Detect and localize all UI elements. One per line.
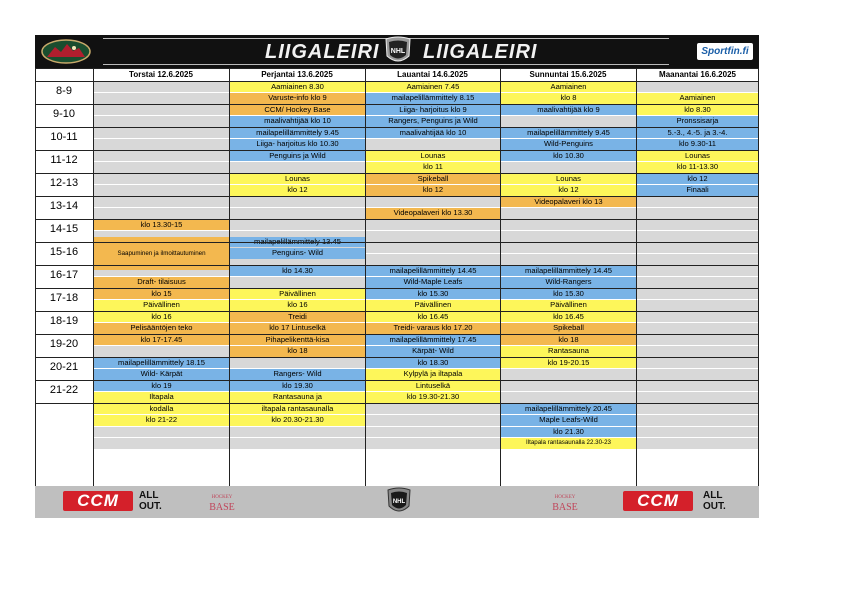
hockey-base-bottom: BASE: [209, 502, 235, 513]
schedule-event: Kylpylä ja iltapala: [366, 369, 500, 380]
schedule-event: Wild-Maple Leafs: [366, 277, 500, 288]
hour-line: [35, 265, 759, 266]
empty-slot: [94, 346, 229, 357]
empty-slot: [230, 208, 365, 219]
empty-slot: [501, 162, 636, 173]
schedule-event: klo 14.30: [230, 266, 365, 277]
schedule-event: klo 15: [94, 289, 229, 300]
schedule-event: klo 11: [366, 162, 500, 173]
schedule-event: Penguins- Wild: [230, 248, 365, 259]
empty-slot: [230, 358, 365, 369]
schedule-event: klo 20.30-21.30: [230, 415, 365, 426]
empty-slot: [501, 208, 636, 219]
empty-slot: [94, 427, 229, 438]
schedule-event: Kärpät- Wild: [366, 346, 500, 357]
grid-line: [35, 68, 36, 486]
wild-logo: [41, 39, 91, 64]
empty-slot: [501, 392, 636, 403]
empty-slot: [637, 346, 758, 357]
schedule-event: Treidi- varaus klo 17.20: [366, 323, 500, 334]
empty-slot: [637, 404, 758, 415]
hour-line: [35, 196, 759, 197]
schedule-event: Lounas: [637, 151, 758, 162]
time-slot-label: 20-21: [49, 361, 79, 373]
day-header: Perjantai 13.6.2025: [261, 70, 333, 79]
empty-slot: [94, 93, 229, 104]
empty-slot: [637, 254, 758, 265]
time-slot-label: 21-22: [49, 384, 79, 396]
slogan: [703, 490, 726, 512]
schedule-event: klo 12: [366, 185, 500, 196]
schedule-event: klo 15.30: [501, 289, 636, 300]
schedule-event: klo 19-20.15: [501, 358, 636, 369]
empty-slot: [501, 116, 636, 127]
empty-slot: [230, 427, 365, 438]
time-slot-label: 12-13: [49, 177, 79, 189]
schedule-event: Spikeball: [366, 174, 500, 185]
hour-line: [35, 127, 759, 128]
grid-line: [758, 68, 759, 486]
empty-slot: [637, 335, 758, 346]
empty-slot: [501, 369, 636, 380]
schedule-event: Saapuminen ja ilmoittautuminen: [94, 237, 229, 271]
empty-slot: [637, 358, 758, 369]
schedule-event: Rantasauna: [501, 346, 636, 357]
schedule-event: CCM/ Hockey Base: [230, 105, 365, 116]
time-slot-label: 18-19: [49, 315, 79, 327]
time-slot-label: 8-9: [56, 85, 72, 97]
time-slot-label: 19-20: [49, 338, 79, 350]
empty-slot: [94, 105, 229, 116]
schedule-event: klo 19: [94, 381, 229, 392]
nhl-shield-icon: [386, 487, 412, 517]
schedule-event: Rangers- Wild: [230, 369, 365, 380]
schedule-event: klo 13.30-15: [94, 220, 229, 231]
nhl-shield-icon: [384, 36, 412, 67]
schedule-event: Treidi: [230, 312, 365, 323]
schedule-event: klo 8: [501, 93, 636, 104]
slogan-line: OUT.: [703, 501, 726, 512]
empty-slot: [501, 381, 636, 392]
time-slot-label: 16-17: [49, 269, 79, 281]
hockey-base-logo: [207, 490, 237, 514]
schedule-event: klo 21.30: [501, 427, 636, 438]
grid-line: [93, 68, 94, 486]
empty-slot: [366, 139, 500, 150]
hockey-base-bottom: BASE: [552, 502, 578, 513]
schedule-event: Pelisääntöjen teko: [94, 323, 229, 334]
slogan: [139, 490, 162, 512]
hour-line: [35, 173, 759, 174]
hour-line: [35, 357, 759, 358]
hour-line: [35, 380, 759, 381]
header-banner: [35, 35, 759, 68]
empty-slot: [637, 312, 758, 323]
grid-line: [636, 68, 637, 486]
schedule-event: klo 19.30-21.30: [366, 392, 500, 403]
time-slot-label: 15-16: [49, 246, 79, 258]
empty-slot: [94, 185, 229, 196]
schedule-event: Varuste-info klo 9: [230, 93, 365, 104]
schedule-event: Rantasauna ja: [230, 392, 365, 403]
empty-slot: [637, 427, 758, 438]
schedule-event: mailapelillämmittely 14.45: [366, 266, 500, 277]
empty-slot: [637, 300, 758, 311]
schedule-sheet: [35, 35, 759, 518]
schedule-event: Pihapelikenttä-kisa: [230, 335, 365, 346]
empty-slot: [366, 415, 500, 426]
schedule-event: klo 18: [230, 346, 365, 357]
schedule-event: iltapala rantasaunalla: [230, 404, 365, 415]
schedule-event: klo 16.45: [366, 312, 500, 323]
schedule-event: klo 12: [501, 185, 636, 196]
schedule-event: Päivällinen: [501, 300, 636, 311]
schedule-event: Pronssisarja: [637, 116, 758, 127]
schedule-event: Maple Leafs-Wild: [501, 415, 636, 426]
empty-slot: [366, 197, 500, 208]
time-slot-label: 10-11: [50, 131, 78, 143]
hour-line: [35, 242, 759, 243]
hockey-base-top: HOCKEY: [554, 495, 576, 500]
hockey-base-top: HOCKEY: [211, 495, 233, 500]
schedule-event: Iltapala rantasaunalla 22.30-23: [501, 438, 636, 449]
day-header: Maanantai 16.6.2025: [659, 70, 736, 79]
empty-slot: [501, 254, 636, 265]
schedule-event: Aamiainen 7.45: [366, 82, 500, 93]
schedule-event: Wild-Penguins: [501, 139, 636, 150]
schedule-event: kodalla: [94, 404, 229, 415]
schedule-event: klo 12: [230, 185, 365, 196]
schedule-event: 5.-3., 4.-5. ja 3.-4.: [637, 128, 758, 139]
ccm-logo: CCM: [63, 491, 133, 511]
time-slot-label: 14-15: [49, 223, 79, 235]
empty-slot: [637, 415, 758, 426]
empty-slot: [637, 243, 758, 254]
schedule-event: klo 17-17.45: [94, 335, 229, 346]
schedule-event: mailapelillämmittely 14.45: [501, 266, 636, 277]
schedule-event: Wild-Rangers: [501, 277, 636, 288]
empty-slot: [637, 266, 758, 277]
hour-line: [35, 150, 759, 151]
time-slot-label: 9-10: [52, 108, 76, 120]
time-slot-label: 13-14: [49, 200, 79, 212]
empty-slot: [94, 208, 229, 219]
day-header: Sunnuntai 15.6.2025: [529, 70, 607, 79]
empty-slot: [366, 254, 500, 265]
schedule-event: Lounas: [366, 151, 500, 162]
empty-slot: [366, 220, 500, 231]
schedule-event: Penguins ja Wild: [230, 151, 365, 162]
empty-slot: [637, 323, 758, 334]
schedule-event: klo 16.45: [501, 312, 636, 323]
empty-slot: [94, 174, 229, 185]
hour-line: [35, 104, 759, 105]
schedule-event: klo 11-13.30: [637, 162, 758, 173]
hour-line: [35, 288, 759, 289]
empty-slot: [94, 116, 229, 127]
empty-slot: [366, 427, 500, 438]
day-header: Torstai 12.6.2025: [129, 70, 193, 79]
empty-slot: [501, 220, 636, 231]
schedule-event: Iltapala: [94, 392, 229, 403]
schedule-event: Aamiainen 8.30: [230, 82, 365, 93]
time-slot-label: 11-12: [50, 154, 78, 166]
slogan-line: ALL: [703, 490, 723, 501]
sponsor-logo: Sportfin.fi: [697, 43, 753, 60]
schedule-event: Finaali: [637, 185, 758, 196]
schedule-event: Draft- tilaisuus: [94, 277, 229, 288]
grid-line: [365, 68, 366, 486]
empty-slot: [94, 162, 229, 173]
empty-slot: [637, 208, 758, 219]
time-slot-label: 17-18: [49, 292, 79, 304]
empty-slot: [94, 151, 229, 162]
empty-slot: [637, 231, 758, 242]
schedule-grid: [35, 81, 759, 486]
schedule-event: maalivahtijää klo 10: [230, 116, 365, 127]
schedule-event: Lounas: [501, 174, 636, 185]
empty-slot: [637, 82, 758, 93]
schedule-event: klo 12: [637, 174, 758, 185]
empty-slot: [366, 231, 500, 242]
empty-slot: [94, 139, 229, 150]
schedule-event: mailapelillämmittely 17.45: [366, 335, 500, 346]
empty-slot: [637, 220, 758, 231]
schedule-event: mailapelillämmittely 8.15: [366, 93, 500, 104]
empty-slot: [501, 243, 636, 254]
day-header: Lauantai 14.6.2025: [397, 70, 468, 79]
schedule-event: klo 18.30: [366, 358, 500, 369]
schedule-event: Videopalaveri klo 13: [501, 197, 636, 208]
empty-slot: [94, 438, 229, 449]
empty-slot: [637, 277, 758, 288]
empty-slot: [366, 243, 500, 254]
days-header-row: [35, 68, 759, 81]
slogan-line: OUT.: [139, 501, 162, 512]
empty-slot: [94, 197, 229, 208]
ccm-logo: CCM: [623, 491, 693, 511]
title-right: LIIGALEIRI: [423, 41, 538, 63]
schedule-event: Päivällinen: [366, 300, 500, 311]
slogan-line: ALL: [139, 490, 159, 501]
empty-slot: [366, 404, 500, 415]
title-left: LIIGALEIRI: [265, 41, 380, 63]
schedule-event: mailapelillämmittely 18.15: [94, 358, 229, 369]
empty-slot: [637, 438, 758, 449]
schedule-event: Aamiainen: [501, 82, 636, 93]
svg-text:NHL: NHL: [390, 48, 406, 55]
schedule-event: klo 9.30-11: [637, 139, 758, 150]
schedule-event: klo 21-22: [94, 415, 229, 426]
schedule-event: Päivällinen: [230, 289, 365, 300]
schedule-event: maalivahtijää klo 10: [366, 128, 500, 139]
schedule-event: klo 10.30: [501, 151, 636, 162]
schedule-event: klo 17 Lintuselkä: [230, 323, 365, 334]
schedule-event: Päivällinen: [94, 300, 229, 311]
hour-line: [35, 81, 759, 82]
empty-slot: [501, 231, 636, 242]
schedule-event: Lounas: [230, 174, 365, 185]
empty-slot: [637, 197, 758, 208]
schedule-event: klo 15.30: [366, 289, 500, 300]
schedule-event: Spikeball: [501, 323, 636, 334]
schedule-event: mailapelillämmittely 20.45: [501, 404, 636, 415]
svg-text:NHL: NHL: [392, 499, 406, 505]
hour-line: [35, 334, 759, 335]
schedule-event: mailapelillämmittely 9.45: [501, 128, 636, 139]
schedule-event: Lintuselkä: [366, 381, 500, 392]
schedule-event: Wild- Kärpät: [94, 369, 229, 380]
schedule-event: klo 8.30: [637, 105, 758, 116]
grid-line: [500, 68, 501, 486]
schedule-event: klo 19.30: [230, 381, 365, 392]
hour-line: [35, 311, 759, 312]
schedule-event: klo 18: [501, 335, 636, 346]
empty-slot: [230, 162, 365, 173]
hour-line: [35, 403, 759, 404]
empty-slot: [637, 289, 758, 300]
empty-slot: [230, 438, 365, 449]
schedule-event: Liiga- harjoitus klo 10.30: [230, 139, 365, 150]
schedule-event: Rangers, Penguins ja Wild: [366, 116, 500, 127]
schedule-event: Videopalaveri klo 13.30: [366, 208, 500, 219]
empty-slot: [94, 82, 229, 93]
grid-line: [229, 68, 230, 486]
schedule-event: Liiga- harjoitus klo 9: [366, 105, 500, 116]
hour-line: [35, 219, 759, 220]
empty-slot: [230, 220, 365, 231]
empty-slot: [94, 128, 229, 139]
footer-sponsors: [35, 486, 759, 518]
empty-slot: [637, 369, 758, 380]
empty-slot: [230, 277, 365, 288]
empty-slot: [637, 381, 758, 392]
schedule-event: klo 16: [230, 300, 365, 311]
grid-line: [35, 68, 759, 69]
schedule-event: maalivahtijää klo 9: [501, 105, 636, 116]
schedule-event: mailapelillämmittely 9.45: [230, 128, 365, 139]
schedule-event: Aamiainen: [637, 93, 758, 104]
empty-slot: [637, 392, 758, 403]
empty-slot: [230, 197, 365, 208]
hockey-base-logo: [550, 490, 580, 514]
empty-slot: [366, 438, 500, 449]
schedule-event: klo 16: [94, 312, 229, 323]
